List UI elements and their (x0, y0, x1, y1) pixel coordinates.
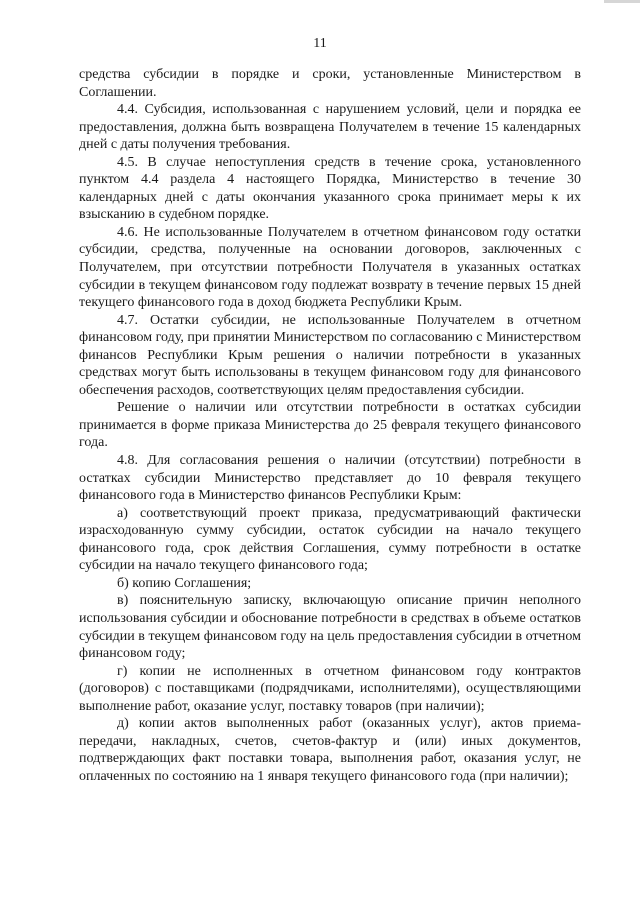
list-item-a: а) соответствующий проект приказа, предусматривающий фактически израсходованную сумму субсидии, остаток субсидии на начало текущего финансового года, срок действия Соглашения, сумму потребности в остатке субсидии на начало текущего финансового года; (79, 505, 581, 574)
paragraph-4-5: 4.5. В случае непоступления средств в течение срока, установленного пунктом 4.4 раздела 4 настоящего Порядка, Министерство в течение 30 календарных дней с даты окончания указанного срока принимает меры к их взысканию в судебном порядке. (79, 154, 581, 223)
paragraph-continuation: средства субсидии в порядке и сроки, установленные Министерством в Соглашении. (79, 67, 581, 100)
paragraph-decision: Решение о наличии или отсутствии потребности в остатках субсидии принимается в форме приказа Министерства до 25 февраля текущего финансового года. (79, 400, 581, 451)
list-item-b: б) копию Соглашения; (117, 575, 252, 591)
paragraph-4-8: 4.8. Для согласования решения о наличии (отсутствии) потребности в остатках субсидии Министерство представляет до 10 февраля текущего финансового года в Министерство финансов Республики Крым: (79, 453, 581, 504)
page-number: 11 (313, 36, 327, 51)
list-item-v: в) пояснительную записку, включающую описание причин неполного использования субсидии и обоснование потребности в средствах в объеме остатков субсидии в текущем финансовом году на цель предоставления субсидии в отчетном финансовом году; (79, 593, 581, 662)
paragraph-4-7: 4.7. Остатки субсидии, не использованные Получателем в отчетном финансовом году, при принятии Министерством по согласованию с Министерством финансов Республики Крым решения о наличии потребности в указанных средствах могут быть использованы в текущем финансовом году для финансового обеспечения расходов, соответствующих целям предоставления субсидии. (79, 312, 581, 398)
document-body (79, 66, 581, 785)
list-item-g: г) копии не исполненных в отчетном финансовом году контрактов (договоров) с поставщиками (подрядчиками, исполнителями), осуществляющими выполнение работ, оказание услуг, поставку товаров (при наличии); (79, 663, 581, 714)
scan-edge-mark (604, 0, 640, 3)
list-item-d: д) копии актов выполненных работ (оказанных услуг), актов приема-передачи, накладных, счетов, счетов-фактур и (или) иных документов, подтверждающих факт поставки товара, выполнения работ, оказания услуг, не оплаченных по состоянию на 1 января текущего финансового года (при наличии); (79, 716, 581, 784)
paragraph-4-6: 4.6. Не использованные Получателем в отчетном финансовом году остатки субсидии, средства, полученные на основании договоров, заключенных с Получателем, при отсутствии потребности Получателя в указанных остатках субсидии в текущем финансовом году подлежат возврату в течение первых 15 дней текущего финансового года в доход бюджета Республики Крым. (79, 224, 581, 311)
paragraph-4-4: 4.4. Субсидия, использованная с нарушением условий, цели и порядка ее предоставления, должна быть возвращена Получателем в течение 15 календарных дней с даты получения требования. (79, 102, 581, 153)
